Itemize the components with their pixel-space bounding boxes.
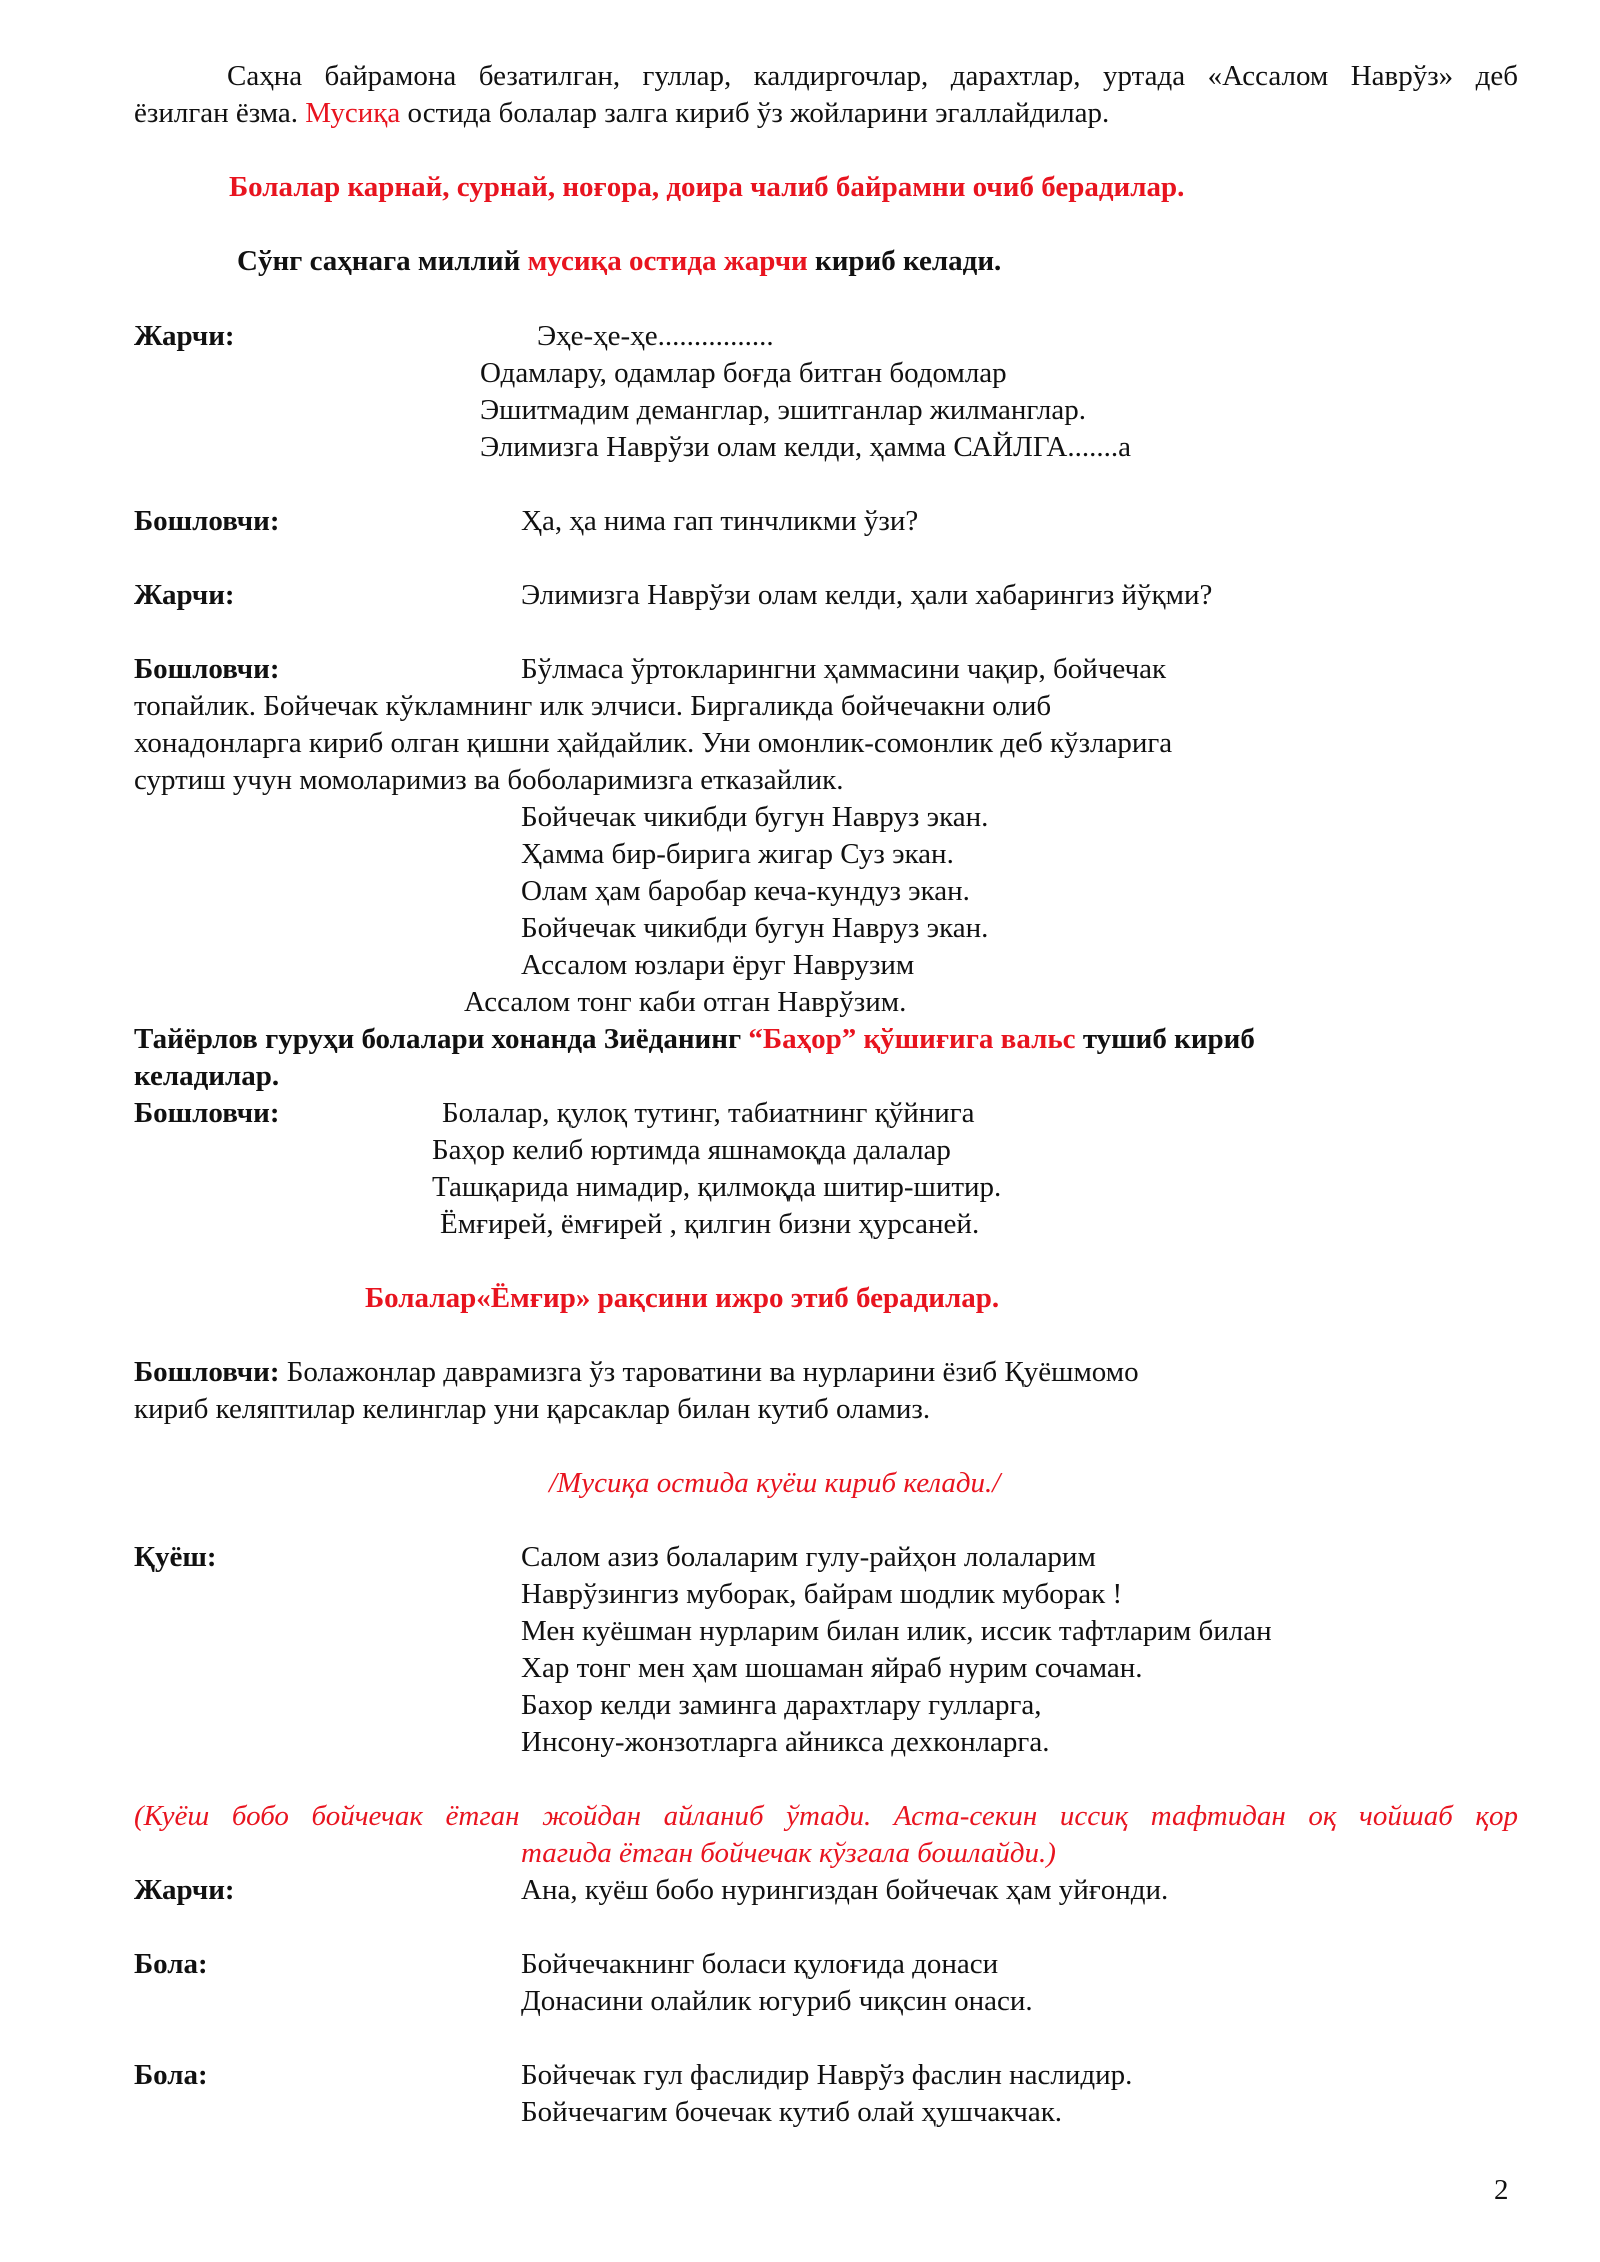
speaker-jarchi-1: Жарчи: (134, 320, 235, 352)
intro-line-1: Саҳна байрамона безатилган, гуллар, калдиргочлар, дарахтлар, уртада «Ассалом Наврўз» деб (227, 60, 1518, 92)
quyosh-line-4: Хар тонг мен ҳам шошаман яйраб нурим сочаман. (521, 1652, 1143, 1684)
boshlovchi-3-line-4: Ёмғирей, ёмғирей , қилгин бизни ҳурсаней. (440, 1208, 980, 1240)
stage-direction-4: Болалар«Ёмғир» рақсини ижро этиб берадилар. (365, 1282, 1000, 1314)
boshlovchi-2-poem-4: Бойчечак чикибди бугун Навруз экан. (521, 912, 989, 944)
bola-1-line-2: Донасини олайлик югуриб чиқсин онаси. (521, 1985, 1033, 2017)
intro-line-2-start: ёзилган ёзма. (134, 97, 306, 129)
boshlovchi-1-line: Ҳа, ҳа нима гап тинчликми ўзи? (521, 505, 919, 537)
speaker-boshlovchi-3: Бошловчи: (134, 1097, 280, 1129)
stage-direction-2-highlight: мусиқа остида жарчи (527, 245, 808, 277)
stage-direction-6-line-1: (Куёш бобо бойчечак ётган жойдан айланиб ўтади. Аста-секин иссиқ тафтидан оқ чойшаб қор (134, 1800, 1518, 1832)
boshlovchi-4-text-1: Болажонлар даврамизга ўз тароватини ва нурларини ёзиб Қуёшмомо (279, 1356, 1139, 1388)
quyosh-line-3: Мен куёшман нурларим билан илик, иссик тафтларим билан (521, 1615, 1272, 1647)
boshlovchi-2-poem-1: Бойчечак чикибди бугун Навруз экан. (521, 801, 989, 833)
bola-2-line-2: Бойчечагим бочечак кутиб олай ҳушчакчак. (521, 2096, 1063, 2128)
stage-direction-3-line-2: келадилар. (134, 1060, 280, 1092)
boshlovchi-3-line-1: Болалар, қулоқ тутинг, табиатнинг қўйнига (442, 1097, 975, 1129)
boshlovchi-2-poem-5: Ассалом юзлари ёруг Наврузим (521, 949, 915, 981)
bola-2-line-1: Бойчечак гул фаслидир Наврўз фаслин наслидир. (521, 2059, 1133, 2091)
stage-direction-3-start: Тайёрлов гуруҳи болалари хонанда Зиёданинг (134, 1023, 749, 1055)
jarchi-1-line-3: Эшитмадим деманглар, эшитганлар жилманглар. (480, 394, 1086, 426)
stage-direction-2-end: кириб келади. (807, 245, 1002, 277)
jarchi-1-line-2: Одамлару, одамлар боғда битган бодомлар (480, 357, 1007, 389)
speaker-boshlovchi-1: Бошловчи: (134, 505, 280, 537)
speaker-bola-1: Бола: (134, 1948, 208, 1980)
jarchi-3-line: Ана, куёш бобо нурингиздан бойчечак ҳам уйғонди. (521, 1874, 1169, 1906)
page-number: 2 (1494, 2174, 1509, 2206)
speaker-bola-2: Бола: (134, 2059, 208, 2091)
jarchi-1-line-1: Эҳе-ҳе-ҳе................ (537, 320, 774, 352)
boshlovchi-3-line-3: Ташқарида нимадир, қилмоқда шитир-шитир. (432, 1171, 1002, 1203)
speaker-boshlovchi-4: Бошловчи: (134, 1356, 280, 1388)
boshlovchi-2-poem-6: Ассалом тонг каби отган Наврўзим. (464, 986, 907, 1018)
boshlovchi-2-poem-2: Ҳамма бир-бирига жигар Суз экан. (521, 838, 954, 870)
intro-line-2 (134, 95, 1109, 131)
stage-direction-5: /Мусиқа остида куёш кириб келади./ (549, 1467, 1001, 1499)
bola-1-line-1: Бойчечакнинг боласи қулоғида донаси (521, 1948, 999, 1980)
quyosh-line-1: Салом азиз болаларим гулу-райҳон лолаларим (521, 1541, 1096, 1573)
intro-line-2-end: остида болалар залга кириб ўз жойларини эгаллайдилар. (400, 97, 1110, 129)
boshlovchi-2-prose-3: суртиш учун момоларимиз ва боболаримизга етказайлик. (134, 764, 844, 796)
jarchi-1-line-4: Элимизга Наврўзи олам келди, ҳамма САЙЛГА.......а (480, 431, 1131, 463)
quyosh-line-2: Наврўзингиз муборак, байрам шодлик муборак ! (521, 1578, 1123, 1610)
speaker-jarchi-2: Жарчи: (134, 579, 235, 611)
boshlovchi-2-poem-3: Олам ҳам баробар кеча-кундуз экан. (521, 875, 970, 907)
music-highlight: Мусиқа (305, 97, 401, 129)
speaker-jarchi-3: Жарчи: (134, 1874, 235, 1906)
jarchi-2-line: Элимизга Наврўзи олам келди, ҳали хабарингиз йўқми? (521, 579, 1213, 611)
boshlovchi-3-line-2: Баҳор келиб юртимда яшнамоқда далалар (432, 1134, 951, 1166)
boshlovchi-4-line-2: кириб келяптилар келинглар уни қарсаклар билан кутиб оламиз. (134, 1393, 931, 1425)
boshlovchi-2-prose-1: топайлик. Бойчечак кўкламнинг илк элчиси. Биргаликда бойчечакни олиб (134, 690, 1052, 722)
stage-direction-6-line-2: тагида ётган бойчечак кўзгала бошлайди.) (521, 1837, 1056, 1869)
boshlovchi-2-first-line: Бўлмаса ўртокларингни ҳаммасини чақир, бойчечак (521, 653, 1167, 685)
speaker-quyosh: Қуёш: (134, 1541, 217, 1573)
speaker-boshlovchi-2: Бошловчи: (134, 653, 280, 685)
stage-direction-1: Болалар карнай, сурнай, ноғора, доира чалиб байрамни очиб берадилар. (229, 171, 1185, 203)
stage-direction-3-end: тушиб кириб (1075, 1023, 1255, 1055)
boshlovchi-2-prose-2: хонадонларга кириб олган қишни ҳайдайлик. Уни омонлик-сомонлик деб кўзларига (134, 727, 1173, 759)
stage-direction-3-line-1 (134, 1021, 1255, 1057)
stage-direction-2 (237, 243, 1001, 279)
quyosh-line-5: Бахор келди заминга дарахтлару гулларга, (521, 1689, 1042, 1721)
boshlovchi-4-line-1 (134, 1354, 1139, 1390)
quyosh-line-6: Инсону-жонзотларга айникса дехконларга. (521, 1726, 1050, 1758)
stage-direction-3-highlight: “Баҳор” қўшиғига вальс (748, 1023, 1076, 1055)
stage-direction-2-start: Сўнг саҳнага миллий (237, 245, 528, 277)
